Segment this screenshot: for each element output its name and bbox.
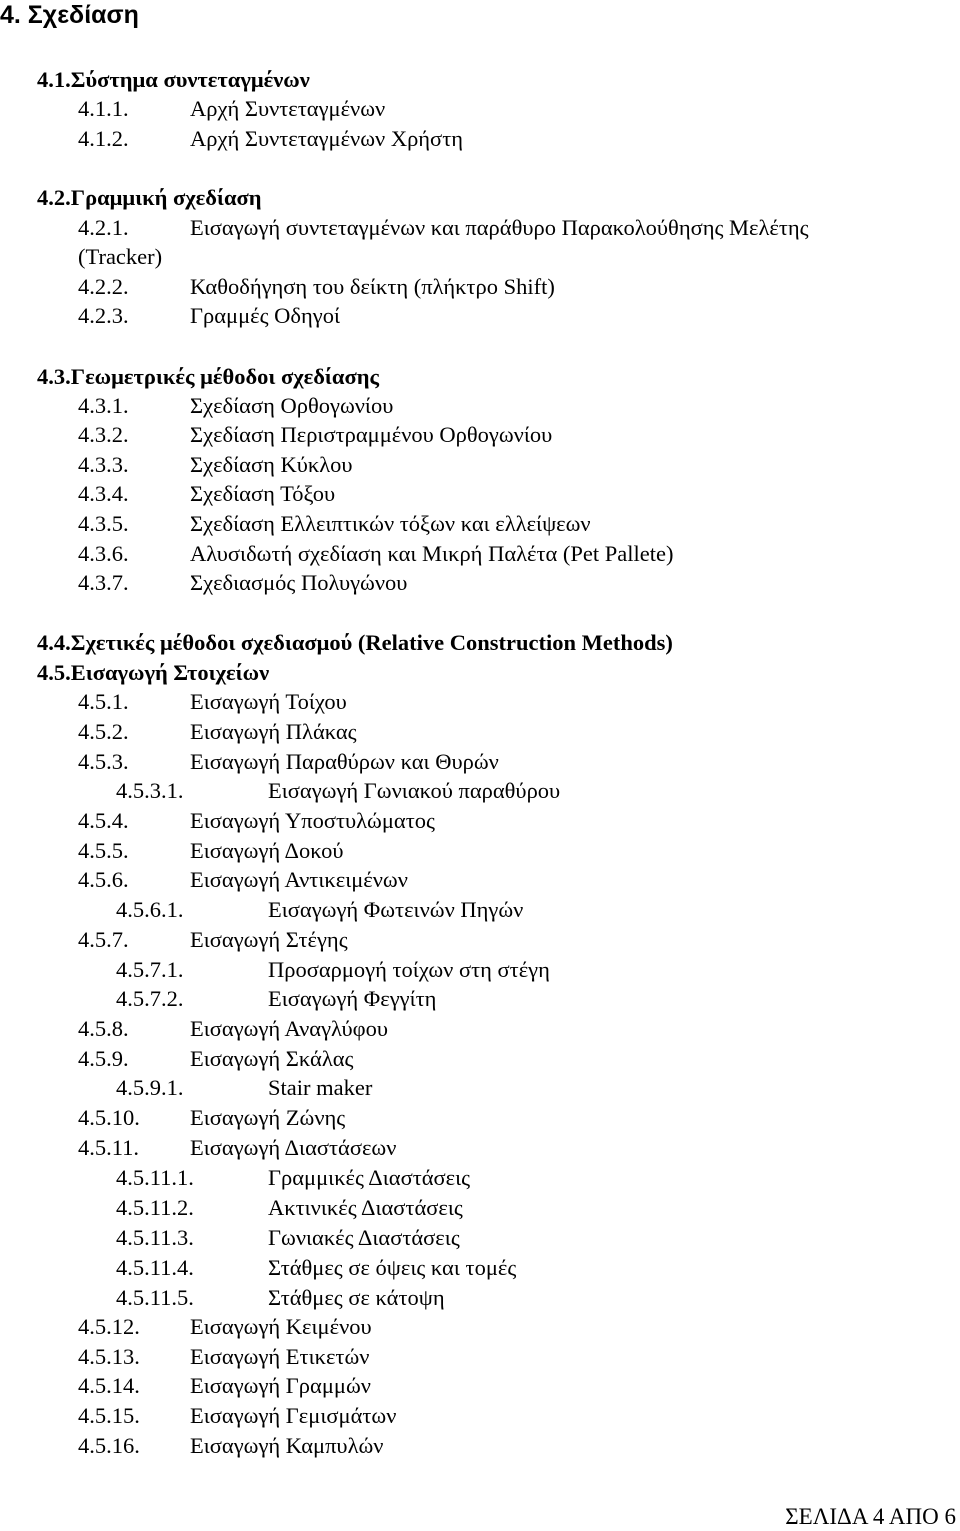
toc-entry-number: 4.5.5. bbox=[78, 838, 129, 863]
toc-entry-number: 4.5.2. bbox=[78, 719, 129, 744]
toc-entry-title: Εισαγωγή Παραθύρων και Θυρών bbox=[190, 749, 499, 774]
toc-entry-number: 4.5.8. bbox=[78, 1016, 129, 1041]
toc-entry-title: Stair maker bbox=[268, 1075, 373, 1100]
toc-section[interactable] bbox=[37, 363, 379, 391]
chapter-title: 4. Σχεδίαση bbox=[0, 1, 139, 29]
toc-entry-continuation: (Tracker) bbox=[78, 244, 163, 269]
toc-entry-title: Εισαγωγή Φεγγίτη bbox=[268, 986, 437, 1011]
toc-entry-number: 4.5.16. bbox=[78, 1433, 140, 1458]
toc-section-title: Εισαγωγή Στοιχείων bbox=[70, 660, 270, 685]
toc-entry-number: 4.5.11. bbox=[78, 1135, 140, 1160]
toc-entry-title: Αρχή Συντεταγμένων bbox=[190, 96, 386, 121]
toc-entry-title: Εισαγωγή Τοίχου bbox=[190, 689, 347, 714]
toc-entry-title: Γραμμικές Διαστάσεις bbox=[268, 1165, 471, 1190]
toc-entry-number: 4.5.14. bbox=[78, 1373, 140, 1398]
toc-entry-number: 4.5.6. bbox=[78, 867, 129, 892]
toc-entry-number: 4.3.4. bbox=[78, 481, 129, 506]
toc-entry-title: Εισαγωγή Διαστάσεων bbox=[190, 1135, 397, 1160]
toc-entry-number: 4.5.7. bbox=[78, 927, 129, 952]
toc-entry-number: 4.3.5. bbox=[78, 511, 129, 536]
toc-entry-number: 4.5.9. bbox=[78, 1046, 129, 1071]
toc-section[interactable] bbox=[37, 66, 310, 94]
toc-entry-title: Εισαγωγή Πλάκας bbox=[190, 719, 357, 744]
toc-entry-number: 4.5.7.1. bbox=[116, 957, 184, 982]
toc-entry-title: Ακτινικές Διαστάσεις bbox=[268, 1195, 463, 1220]
toc-section[interactable] bbox=[37, 659, 269, 687]
toc-entry-title: Καθοδήγηση του δείκτη (πλήκτρο Shift) bbox=[190, 274, 555, 299]
toc-entry-title: Εισαγωγή Στέγης bbox=[190, 927, 348, 952]
toc-entry-title: Σχεδίαση Κύκλου bbox=[190, 452, 353, 477]
toc-entry-title: Εισαγωγή Δοκού bbox=[190, 838, 344, 863]
toc-entry-number: 4.5.3.1. bbox=[116, 778, 184, 803]
toc-entry-title: Αρχή Συντεταγμένων Χρήστη bbox=[190, 126, 463, 151]
page-number: ΣΕΛΙΔΑ 4 ΑΠΟ 6 bbox=[785, 1504, 956, 1529]
toc-entry-title: Γωνιακές Διαστάσεις bbox=[268, 1225, 460, 1250]
toc-entry-number: 4.5.11.1. bbox=[116, 1165, 194, 1190]
toc-entry-number: 4.1.2. bbox=[78, 126, 129, 151]
toc-entry-number: 4.2.1. bbox=[78, 215, 129, 240]
toc-entry-title: Εισαγωγή Υποστυλώματος bbox=[190, 808, 435, 833]
toc-entry-title: Εισαγωγή Αντικειμένων bbox=[190, 867, 408, 892]
toc-section-number: 4.5. bbox=[37, 660, 71, 685]
toc-entry-title: Σχεδίαση Ορθογωνίου bbox=[190, 393, 394, 418]
toc-entry-number: 4.3.7. bbox=[78, 570, 129, 595]
toc-entry-title: Εισαγωγή Αναγλύφου bbox=[190, 1016, 389, 1041]
toc-entry-title: Εισαγωγή Γωνιακού παραθύρου bbox=[268, 778, 561, 803]
toc-entry-title: Προσαρμογή τοίχων στη στέγη bbox=[268, 957, 550, 982]
toc-entry-number: 4.5.12. bbox=[78, 1314, 140, 1339]
toc-section-number: 4.4. bbox=[37, 630, 71, 655]
toc-entry-number: 4.5.9.1. bbox=[116, 1075, 184, 1100]
toc-entry-title: Εισαγωγή Κειμένου bbox=[190, 1314, 372, 1339]
toc-entry-number: 4.1.1. bbox=[78, 96, 129, 121]
toc-entry-number: 4.3.3. bbox=[78, 452, 129, 477]
toc-entry-title: Εισαγωγή Ζώνης bbox=[190, 1105, 346, 1130]
toc-entry-title: Εισαγωγή Σκάλας bbox=[190, 1046, 354, 1071]
toc-section[interactable] bbox=[37, 629, 673, 657]
toc-section-title: Σχετικές μέθοδοι σχεδιασμού (Relative Construction Methods) bbox=[70, 630, 673, 655]
toc-entry-title: Σχεδιασμός Πολυγώνου bbox=[190, 570, 408, 595]
toc-section-number: 4.3. bbox=[37, 364, 71, 389]
toc-entry-number: 4.3.2. bbox=[78, 422, 129, 447]
toc-section-number: 4.2. bbox=[37, 185, 71, 210]
toc-entry-title: Στάθμες σε κάτοψη bbox=[268, 1285, 445, 1310]
toc-section-title: Σύστημα συντεταγμένων bbox=[70, 67, 310, 92]
toc-entry-number: 4.5.11.5. bbox=[116, 1285, 194, 1310]
toc-entry-title: Εισαγωγή Φωτεινών Πηγών bbox=[268, 897, 524, 922]
toc-entry-number: 4.5.7.2. bbox=[116, 986, 184, 1011]
toc-entry-number: 4.5.6.1. bbox=[116, 897, 184, 922]
toc-entry-number: 4.3.1. bbox=[78, 393, 129, 418]
toc-entry-number: 4.3.6. bbox=[78, 541, 129, 566]
toc-entry-title: Αλυσιδωτή σχεδίαση και Μικρή Παλέτα (Pet Pallete) bbox=[190, 541, 674, 566]
toc-entry-number: 4.2.3. bbox=[78, 303, 129, 328]
toc-entry-number: 4.5.1. bbox=[78, 689, 129, 714]
toc-section-title: Γεωμετρικές μέθοδοι σχεδίασης bbox=[70, 364, 379, 389]
toc-entry-title: Εισαγωγή συντεταγμένων και παράθυρο Παρακολούθησης Μελέτης bbox=[190, 215, 809, 240]
toc-section-title: Γραμμική σχεδίαση bbox=[70, 185, 262, 210]
toc-entry-number: 4.5.3. bbox=[78, 749, 129, 774]
toc-entry-title: Εισαγωγή Ετικετών bbox=[190, 1344, 370, 1369]
toc-entry-number: 4.5.11.2. bbox=[116, 1195, 194, 1220]
toc-entry-number: 4.2.2. bbox=[78, 274, 129, 299]
toc-entry-title: Στάθμες σε όψεις και τομές bbox=[268, 1255, 517, 1280]
toc-entry-title: Σχεδίαση Περιστραμμένου Ορθογωνίου bbox=[190, 422, 553, 447]
toc-entry-number: 4.5.11.4. bbox=[116, 1255, 194, 1280]
toc-section-number: 4.1. bbox=[37, 67, 71, 92]
toc-entry-title: Εισαγωγή Καμπυλών bbox=[190, 1433, 384, 1458]
toc-entry-title: Εισαγωγή Γεμισμάτων bbox=[190, 1403, 397, 1428]
toc-entry-number: 4.5.13. bbox=[78, 1344, 140, 1369]
toc-entry-title: Γραμμές Οδηγοί bbox=[190, 303, 340, 328]
toc-entry-number: 4.5.15. bbox=[78, 1403, 140, 1428]
toc-entry-title: Σχεδίαση Τόξου bbox=[190, 481, 336, 506]
toc-entry-title: Σχεδίαση Ελλειπτικών τόξων και ελλείψεων bbox=[190, 511, 591, 536]
toc-entry-title: Εισαγωγή Γραμμών bbox=[190, 1373, 371, 1398]
toc-section[interactable] bbox=[37, 184, 262, 212]
toc-entry-number: 4.5.4. bbox=[78, 808, 129, 833]
toc-entry-number: 4.5.11.3. bbox=[116, 1225, 194, 1250]
toc-entry-number: 4.5.10. bbox=[78, 1105, 140, 1130]
